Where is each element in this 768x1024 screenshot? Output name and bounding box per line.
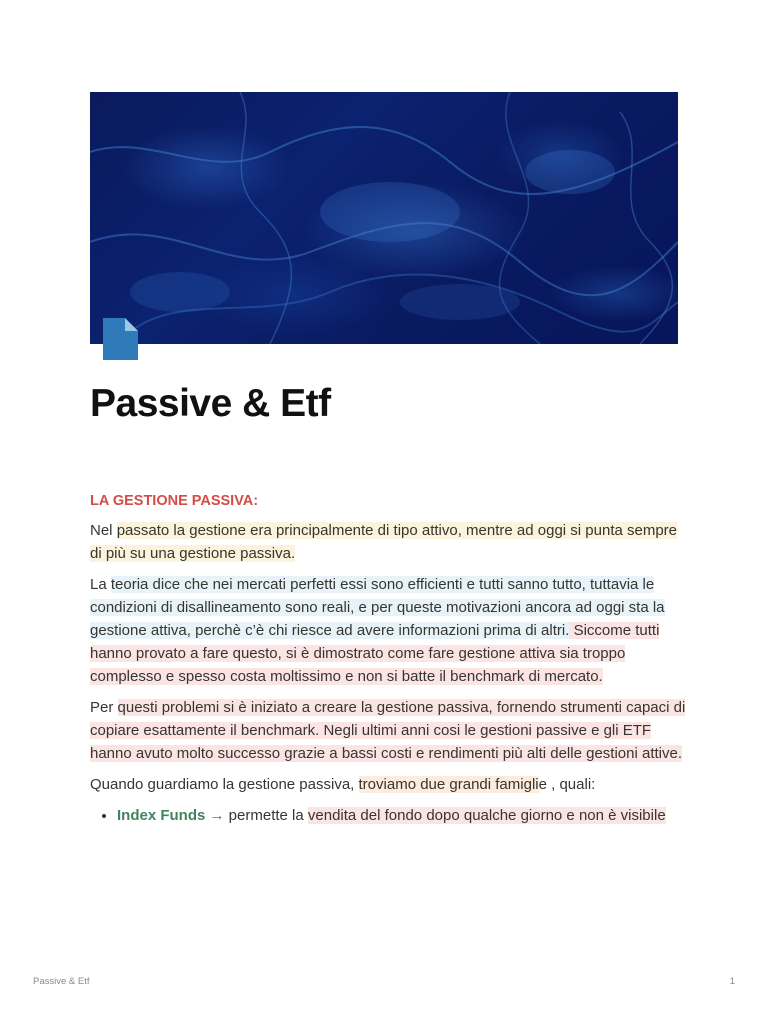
paragraph-1-text-a: Nel: [90, 522, 117, 539]
page-content: [90, 490, 690, 827]
page-title: Passive & Etf: [90, 382, 331, 425]
list-item-term: Index Funds →: [117, 807, 225, 824]
paragraph-2-highlight-blue: teoria dice che nei mercati perfetti essi sono efficienti e tutti sanno tutto, tuttavia le condizioni di disallineamento sono reali, e per queste motivazioni ancora ad oggi sta la gestione attiva, perchè c’è chi riesce ad avere informazioni prima di altri.: [90, 576, 665, 639]
footer-title: Passive & Etf: [33, 976, 90, 987]
paragraph-2-highlight-pink: Siccome tutti hanno provato a fare questo, si è dimostrato come fare gestione attiva sia troppo complesso e spesso costa moltissimo e non si batte il benchmark di mercato.: [90, 622, 660, 685]
bullet-list: [90, 804, 690, 827]
paragraph-4-text-a: Quando guardiamo la gestione passiva,: [90, 776, 359, 793]
page-number: 1: [729, 976, 735, 987]
paragraph-4-highlight: troviamo due grandi famigli: [358, 776, 539, 793]
paragraph-2-text-a: La: [90, 576, 111, 593]
paragraph-2: [90, 573, 690, 688]
list-item-highlight: vendita del fondo dopo qualche giorno e non è visibile: [307, 807, 666, 824]
file-icon: [103, 318, 138, 360]
paragraph-3-highlight: questi problemi si è iniziato a creare la gestione passiva, fornendo strumenti capaci di copiare esattamente il benchmark. Negli ultimi anni cosi le gestioni passive e gli ETF hanno avuto molto successo grazie a bassi costi e rendimenti più alti delle gestioni attive.: [90, 699, 686, 762]
section-heading: LA GESTIONE PASSIVA:: [90, 493, 259, 509]
list-item-text-a: permette la: [224, 807, 308, 824]
paragraph-4-text-c: e , quali:: [538, 776, 596, 793]
cover-texture: [90, 92, 678, 344]
paragraph-1: [90, 519, 690, 565]
list-item: [117, 804, 690, 827]
paragraph-3-text-a: Per: [90, 699, 118, 716]
paragraph-3: [90, 696, 690, 765]
paragraph-1-highlight: passato la gestione era principalmente di tipo attivo, mentre ad oggi si punta sempre di più su una gestione passiva.: [90, 522, 678, 562]
paragraph-4: [90, 773, 690, 796]
cover-image: [90, 92, 678, 344]
